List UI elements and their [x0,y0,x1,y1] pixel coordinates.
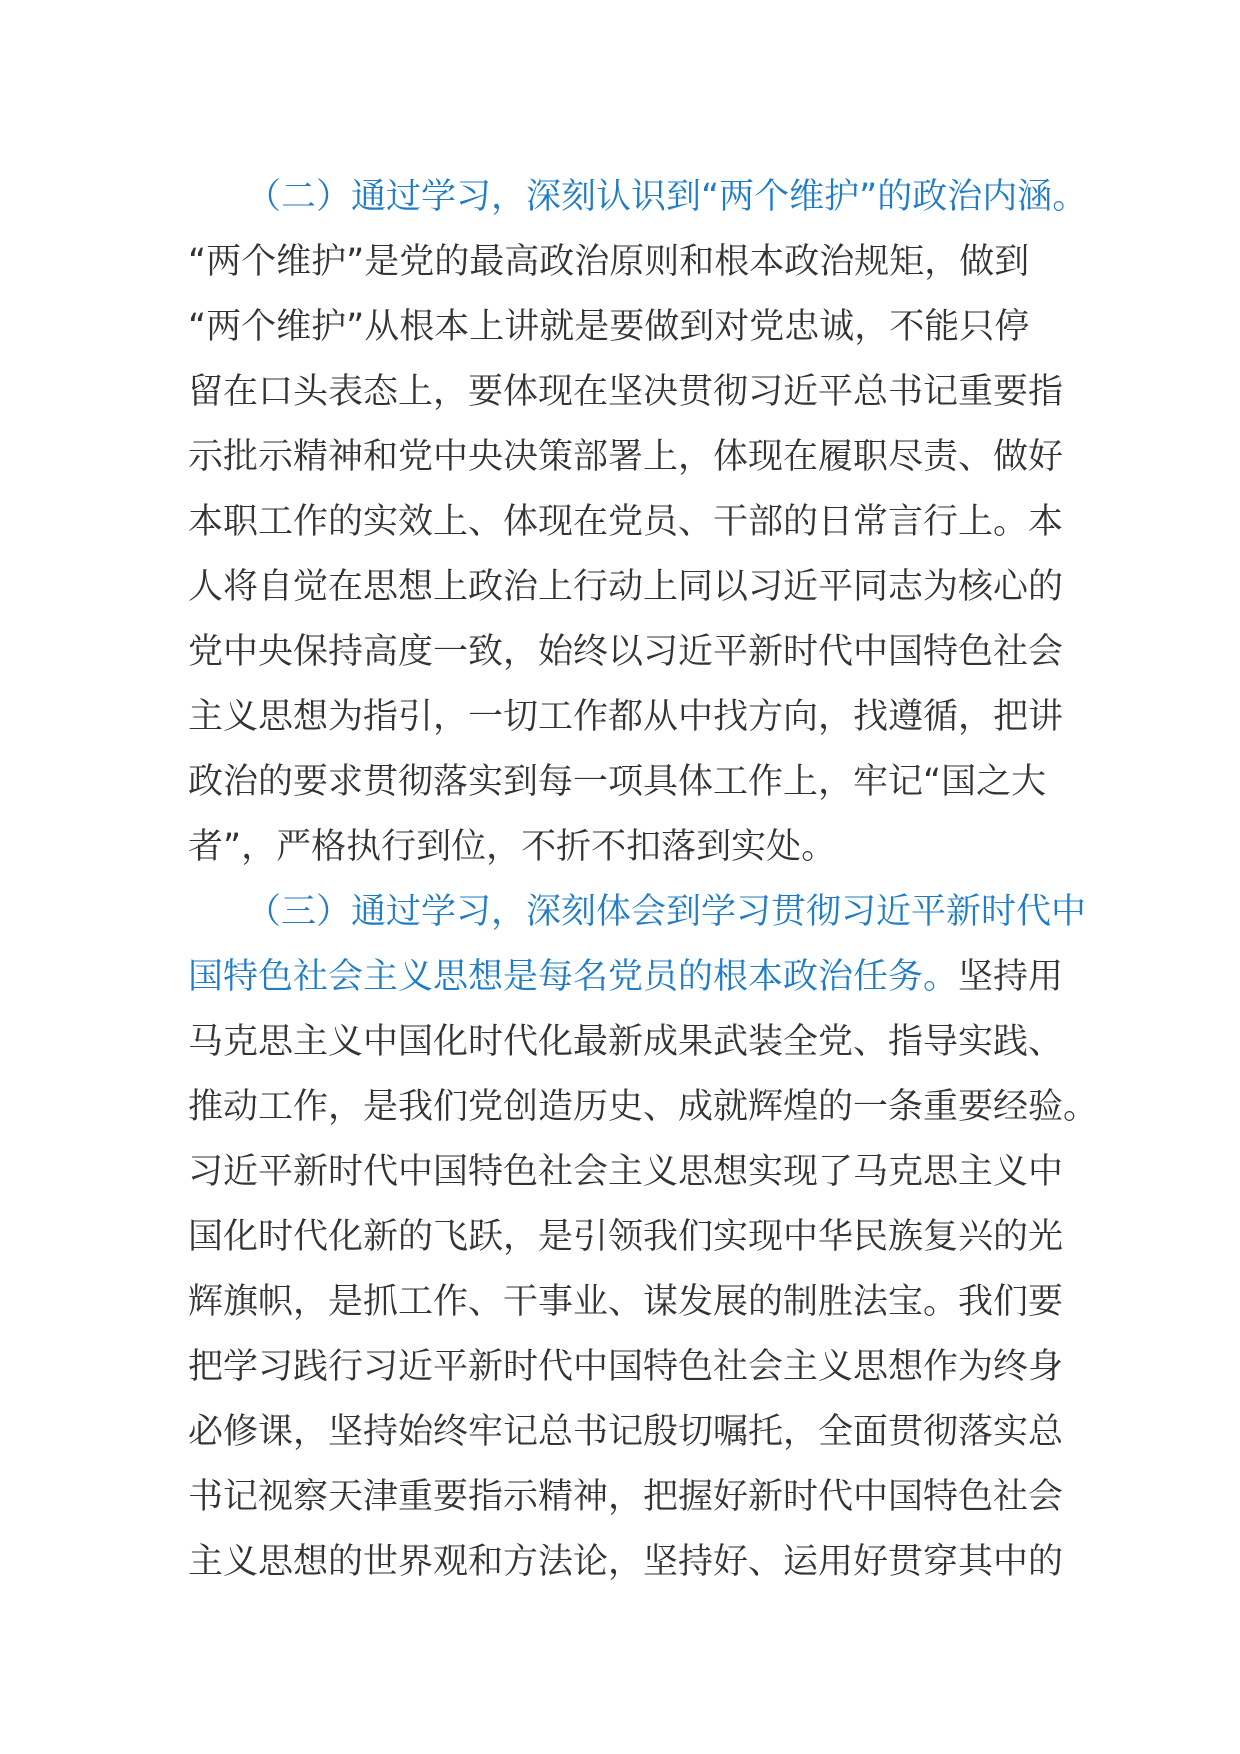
body-line: “两个维护”是党的最高政治原则和根本政治规矩，做到 [188,242,1030,282]
body-text: 坚持用 [958,957,1064,997]
body-line: 国化时代化新的飞跃，是引领我们实现中华民族复兴的光 [188,1217,1064,1257]
body-line: 政治的要求贯彻落实到每一项具体工作上，牢记“国之大 [188,762,1047,802]
body-line: 推动工作，是我们党创造历史、成就辉煌的一条重要经验。 [188,1087,1099,1127]
body-line: 人将自觉在思想上政治上行动上同以习近平同志为核心的 [188,567,1064,607]
body-line: 者”，严格执行到位，不折不扣落到实处。 [188,827,837,867]
body-line: 习近平新时代中国特色社会主义思想实现了马克思主义中 [188,1152,1064,1192]
document-body [188,165,1099,1595]
body-line: 主义思想的世界观和方法论，坚持好、运用好贯穿其中的 [188,1542,1064,1582]
body-line: 书记视察天津重要指示精神，把握好新时代中国特色社会 [188,1477,1064,1517]
body-line: 党中央保持高度一致，始终以习近平新时代中国特色社会 [188,632,1064,672]
section-three-heading-continued [188,945,1064,1010]
section-three-heading: （三）通过学习，深刻体会到学习贯彻习近平新时代中 [246,892,1087,932]
section-two [188,165,1088,880]
body-line: 留在口头表态上，要体现在坚决贯彻习近平总书记重要指 [188,372,1064,412]
body-line: 示批示精神和党中央决策部署上，体现在履职尽责、做好 [188,437,1064,477]
heading-text: 国特色社会主义思想是每名党员的根本政治任务。 [188,957,959,997]
body-line: 必修课，坚持始终牢记总书记殷切嘱托，全面贯彻落实总 [188,1412,1064,1452]
body-line: 马克思主义中国化时代化最新成果武装全党、指导实践、 [188,1022,1064,1062]
body-line: 把学习践行习近平新时代中国特色社会主义思想作为终身 [188,1347,1064,1387]
body-line: 本职工作的实效上、体现在党员、干部的日常言行上。本 [188,502,1064,542]
body-line: 主义思想为指引，一切工作都从中找方向，找遵循，把讲 [188,697,1064,737]
section-two-heading: （二）通过学习，深刻认识到“两个维护”的政治内涵。 [246,177,1088,217]
body-line: 辉旗帜，是抓工作、干事业、谋发展的制胜法宝。我们要 [188,1282,1064,1322]
section-three [188,880,1099,1595]
body-line: “两个维护”从根本上讲就是要做到对党忠诚，不能只停 [188,307,1030,347]
